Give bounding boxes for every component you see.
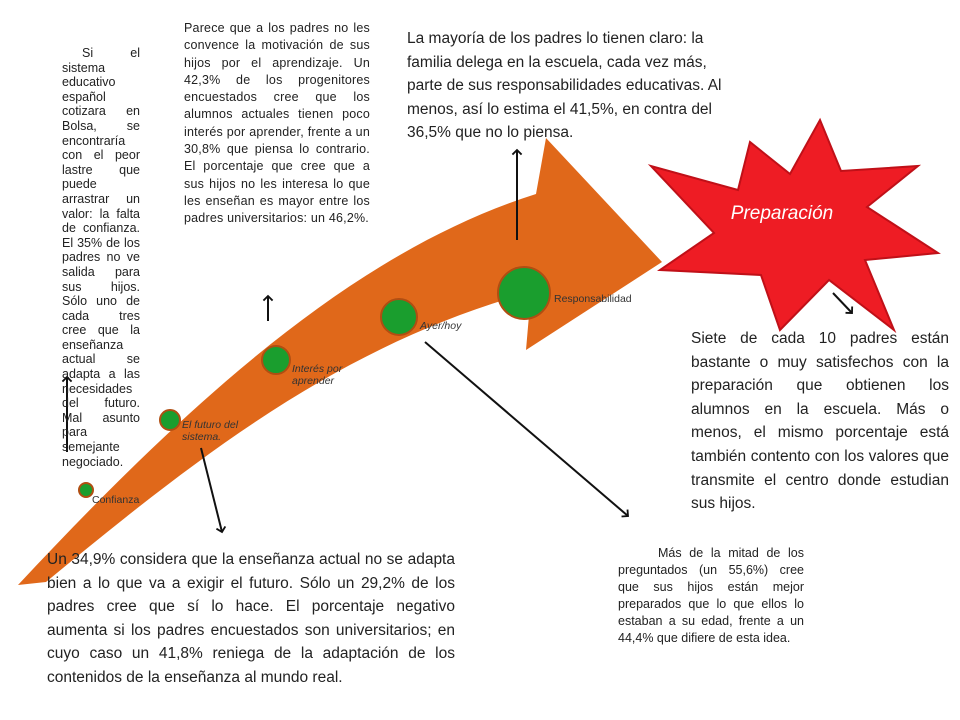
text-responsabilidad: La mayoría de los padres lo tienen claro: la familia delega en la escuela, cada vez más, parte de sus responsabilidades educativas. Al menos, así lo estima el 41,5%, en contra del 36,5% que no lo piensa. [407, 30, 722, 141]
text-confianza: Si el sistema educativo español cotizara en Bolsa, se encontraría con el peor lastre que puede arrastrar un valor: la falta de confianza. El 35% de los padres no ve salida para sus hijos. Sólo uno de cada tres cree que la enseñanza actual se adapta a las necesidades del futuro. Mal asunto para semejante negociado. [62, 46, 140, 469]
node-confianza[interactable] [79, 483, 93, 497]
star-label: Preparación [730, 203, 834, 224]
node-label-ayer: Ayer/hoy [420, 320, 462, 332]
node-label-confianza: Confianza [92, 494, 140, 506]
node-label-interes: Interés por aprender [292, 363, 343, 387]
node-responsabilidad[interactable] [498, 267, 550, 319]
text-preparacion: Siete de cada 10 padres están bastante o muy satisfechos con la preparación que obtienen los alumnos en la escuela. Más o menos, el mismo porcentaje está también contento con los valores que transmite el centro donde estudian sus hijos. [691, 330, 949, 513]
node-label-responsabilidad: Responsabilidad [554, 293, 632, 305]
node-interes[interactable] [262, 346, 290, 374]
arrow-ayer [425, 342, 628, 516]
text-ayer: Más de la mitad de los preguntados (un 55,6%) cree que sus hijos están mejor preparados que lo que ellos lo estaban a su edad, frente a un 44,4% que difiere de esta idea. [618, 546, 804, 645]
arrow-futuro [201, 448, 222, 532]
node-ayer[interactable] [381, 299, 417, 335]
node-futuro[interactable] [160, 410, 180, 430]
node-label-futuro: El futuro del sistema. [182, 419, 239, 443]
text-futuro: Un 34,9% considera que la enseñanza actual no se adapta bien a lo que va a exigir el futuro. Sólo un 29,2% de los padres cree que sí lo hace. El porcentaje negativo aumenta si los padres encuestados son universitarios; en cuyo caso un 41,8% reniega de la adaptación de los contenidos de la enseñanza al mundo real. [47, 551, 455, 686]
text-interes: Parece que a los padres no les convence la motivación de sus hijos por el aprendizaje. Un 42,3% de los progenitores encuestados cree que los alumnos actuales tienen poco interés por aprender, frente a un 30,8% que piensa lo contrario. El porcentaje que cree que a sus hijos no les interesa lo que les enseñan es mayor entre los padres universitarios: un 46,2%. [184, 21, 370, 226]
preparacion-star[interactable] [651, 120, 938, 330]
